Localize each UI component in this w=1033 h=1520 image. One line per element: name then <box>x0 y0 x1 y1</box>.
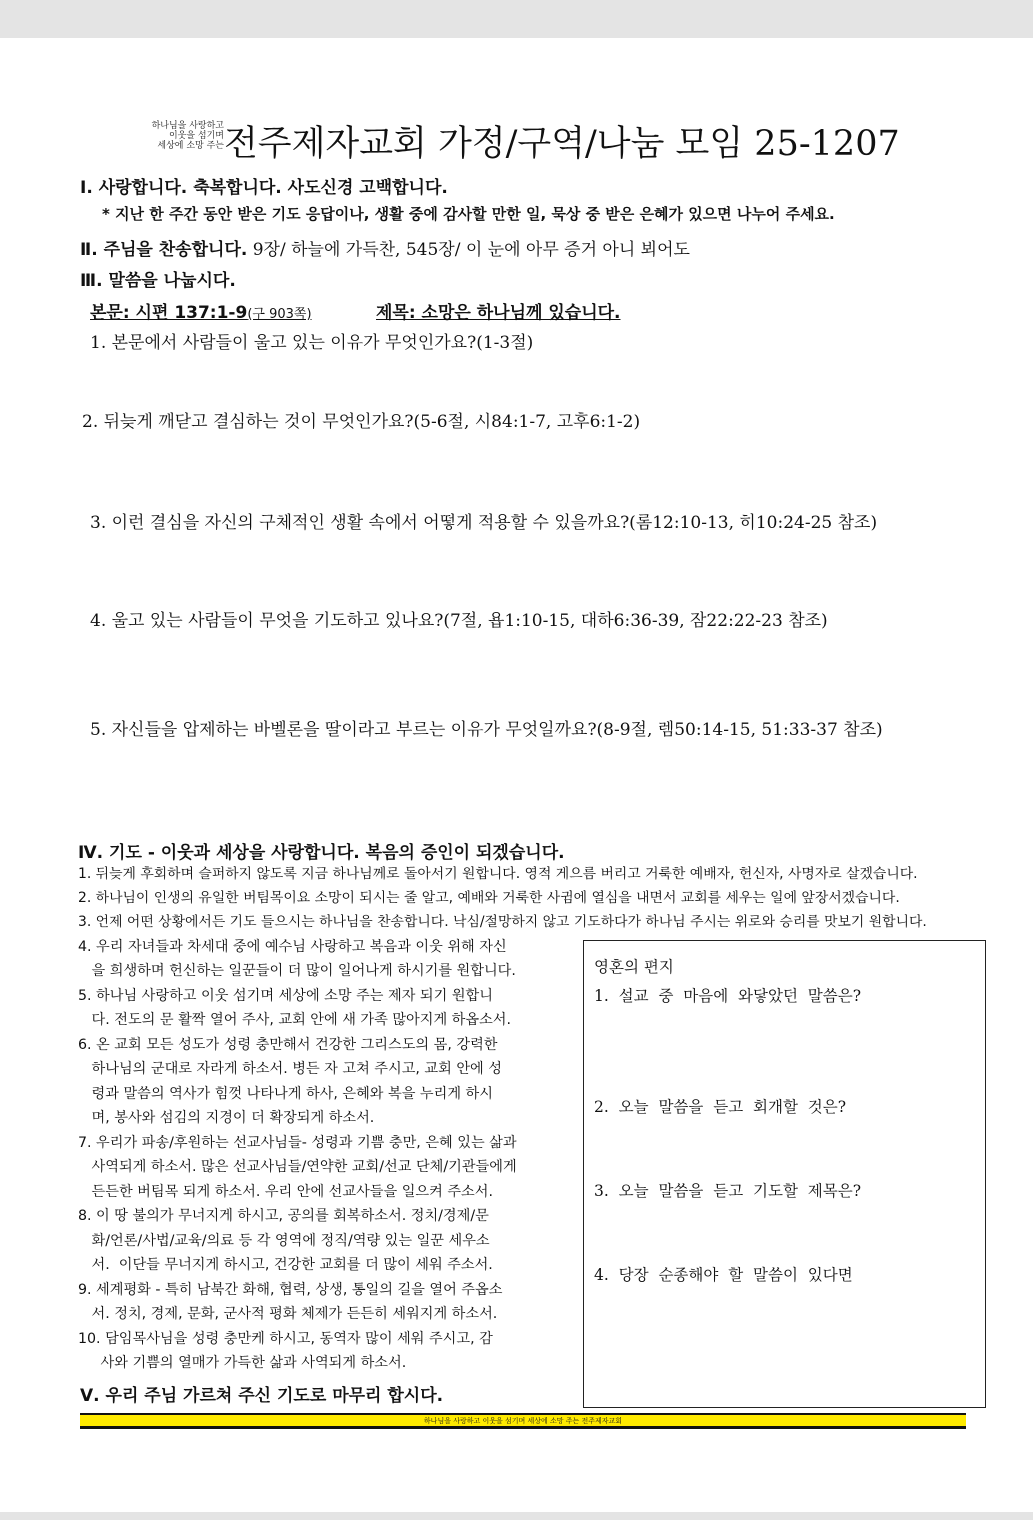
prayer-line: 8. 이 땅 불의가 무너지게 하시고, 공의를 회복하소서. 정치/경제/문 <box>78 1208 489 1224</box>
prayer-line: 며, 봉사와 섬김의 지경이 더 확장되게 하소서. <box>78 1110 375 1126</box>
letter-box-question: 2. 오늘 말씀을 듣고 회개할 것은? <box>594 1098 847 1116</box>
scripture-text: 본문: 시편 137:1-9 <box>90 303 248 323</box>
footer-text: 하나님을 사랑하고 이웃을 섬기며 세상에 소망 주는 전주제자교회 <box>423 1417 623 1425</box>
prayer-item: 3. 언제 어떤 상황에서든 기도 들으시는 하나님을 찬송합니다. 낙심/절망하지 않고 기도하다가 하나님 주시는 위로와 승리를 맛보기 원합니다. <box>78 914 927 930</box>
section-1-heading: Ⅰ. 사랑합니다. 축복합니다. 사도신경 고백합니다. <box>80 178 448 198</box>
section-4-heading: Ⅳ. 기도 - 이웃과 세상을 사랑합니다. 복음의 증인이 되겠습니다. <box>78 843 565 863</box>
question-item: 3. 이런 결심을 자신의 구체적인 생활 속에서 어떻게 적용할 수 있을까요?(롬12:10-13, 히10:24-25 참조) <box>90 513 878 533</box>
prayer-line: 을 희생하며 헌신하는 일꾼들이 더 많이 일어나게 하시기를 원합니다. <box>78 963 516 979</box>
church-motto <box>124 121 224 151</box>
section-3-heading: Ⅲ. 말씀을 나눕시다. <box>80 271 236 291</box>
question-item: 4. 울고 있는 사람들이 무엇을 기도하고 있나요?(7절, 욥1:10-15, 대하6:36-39, 잠22:22-23 참조) <box>90 611 828 631</box>
prayer-line: 령과 말씀의 역사가 힘껏 나타나게 하사, 은혜와 복을 누리게 하시 <box>78 1086 493 1102</box>
footer-bar <box>80 1413 966 1429</box>
motto-line: 세상에 소망 주는 <box>157 141 224 151</box>
motto-line: 이웃을 섬기며 <box>168 131 224 141</box>
prayer-item: 1. 뒤늦게 후회하며 슬퍼하지 않도록 지금 하나님께로 돌아서기 원합니다. 영적 게으름 버리고 거룩한 예배자, 헌신자, 사명자로 살겠습니다. <box>78 866 918 882</box>
prayer-line: 4. 우리 자녀들과 차세대 중에 예수님 사랑하고 복음과 이웃 위해 자신 <box>78 939 507 955</box>
section-2-heading: Ⅱ. 주님을 찬송합니다. <box>80 240 248 260</box>
letter-box-title: 영혼의 편지 <box>594 958 674 976</box>
prayer-line: 다. 전도의 문 활짝 열어 주사, 교회 안에 새 가족 많아지게 하옵소서. <box>78 1012 512 1028</box>
letter-box-question: 4. 당장 순종해야 할 말씀이 있다면 <box>594 1266 853 1284</box>
page-title: 전주제자교회 가정/구역/나눔 모임 25-1207 <box>224 124 900 164</box>
prayer-item: 2. 하나님이 인생의 유일한 버팀목이요 소망이 되시는 줄 알고, 예배와 거룩한 사귐에 열심을 내면서 교회를 세우는 일에 앞장서겠습니다. <box>78 890 900 906</box>
prayer-line: 7. 우리가 파송/후원하는 선교사님들- 성령과 기쁨 충만, 은혜 있는 삶과 <box>78 1135 517 1151</box>
letter-box-question: 1. 설교 중 마음에 와닿았던 말씀은? <box>594 987 862 1005</box>
question-item: 1. 본문에서 사람들이 울고 있는 이유가 무엇인가요?(1-3절) <box>90 333 534 353</box>
prayer-line: 9. 세계평화 - 특히 남북간 화해, 협력, 상생, 통일의 길을 열어 주옵소 <box>78 1282 503 1298</box>
sermon-subject: 제목: 소망은 하나님께 있습니다. <box>376 303 621 323</box>
hymn-list: 9장/ 하늘에 가득찬, 545장/ 이 눈에 아무 증거 아니 뵈어도 <box>247 240 690 260</box>
prayer-line: 5. 하나님 사랑하고 이웃 섬기며 세상에 소망 주는 제자 되기 원합니 <box>78 988 493 1004</box>
prayer-line: 화/언론/사법/교육/의료 등 각 영역에 정직/역량 있는 일꾼 세우소 <box>78 1233 490 1249</box>
document-page <box>0 38 1033 1512</box>
prayer-line: 서. 정치, 경제, 문화, 군사적 평화 체제가 든든히 세워지게 하소서. <box>78 1306 498 1322</box>
question-item: 5. 자신들을 압제하는 바벨론을 딸이라고 부르는 이유가 무엇일까요?(8-9절, 렘50:14-15, 51:33-37 참조) <box>90 720 883 740</box>
prayer-line: 든든한 버팀목 되게 하소서. 우리 안에 선교사들을 일으켜 주소서. <box>78 1184 493 1200</box>
section-2-line <box>80 235 690 260</box>
soul-letter-box <box>583 940 986 1408</box>
prayer-line: 사와 기쁨의 열매가 가득한 삶과 사역되게 하소서. <box>78 1355 407 1371</box>
question-item: 2. 뒤늦게 깨닫고 결심하는 것이 무엇인가요?(5-6절, 시84:1-7, 고후6:1-2) <box>82 412 641 432</box>
prayer-line: 사역되게 하소서. 많은 선교사님들/연약한 교회/선교 단체/기관들에게 <box>78 1159 517 1175</box>
prayer-line: 하나님의 군대로 자라게 하소서. 병든 자 고쳐 주시고, 교회 안에 성 <box>78 1061 502 1077</box>
scripture-reference <box>90 298 312 323</box>
section-1-note: * 지난 한 주간 동안 받은 기도 응답이나, 생활 중에 감사할 만한 일, 묵상 중 받은 은혜가 있으면 나누어 주세요. <box>102 205 835 223</box>
motto-line: 하나님을 사랑하고 <box>151 121 224 131</box>
section-5-heading: Ⅴ. 우리 주님 가르쳐 주신 기도로 마무리 합시다. <box>80 1386 444 1406</box>
prayer-line: 서. 이단들 무너지게 하시고, 건강한 교회를 더 많이 세워 주소서. <box>78 1257 493 1273</box>
prayer-line: 10. 담임목사님을 성령 충만케 하시고, 동역자 많이 세워 주시고, 감 <box>78 1331 493 1347</box>
scripture-page: (구 903쪽) <box>247 307 312 322</box>
letter-box-question: 3. 오늘 말씀을 듣고 기도할 제목은? <box>594 1182 862 1200</box>
prayer-line: 6. 온 교회 모든 성도가 성령 충만해서 건강한 그리스도의 몸, 강력한 <box>78 1037 498 1053</box>
